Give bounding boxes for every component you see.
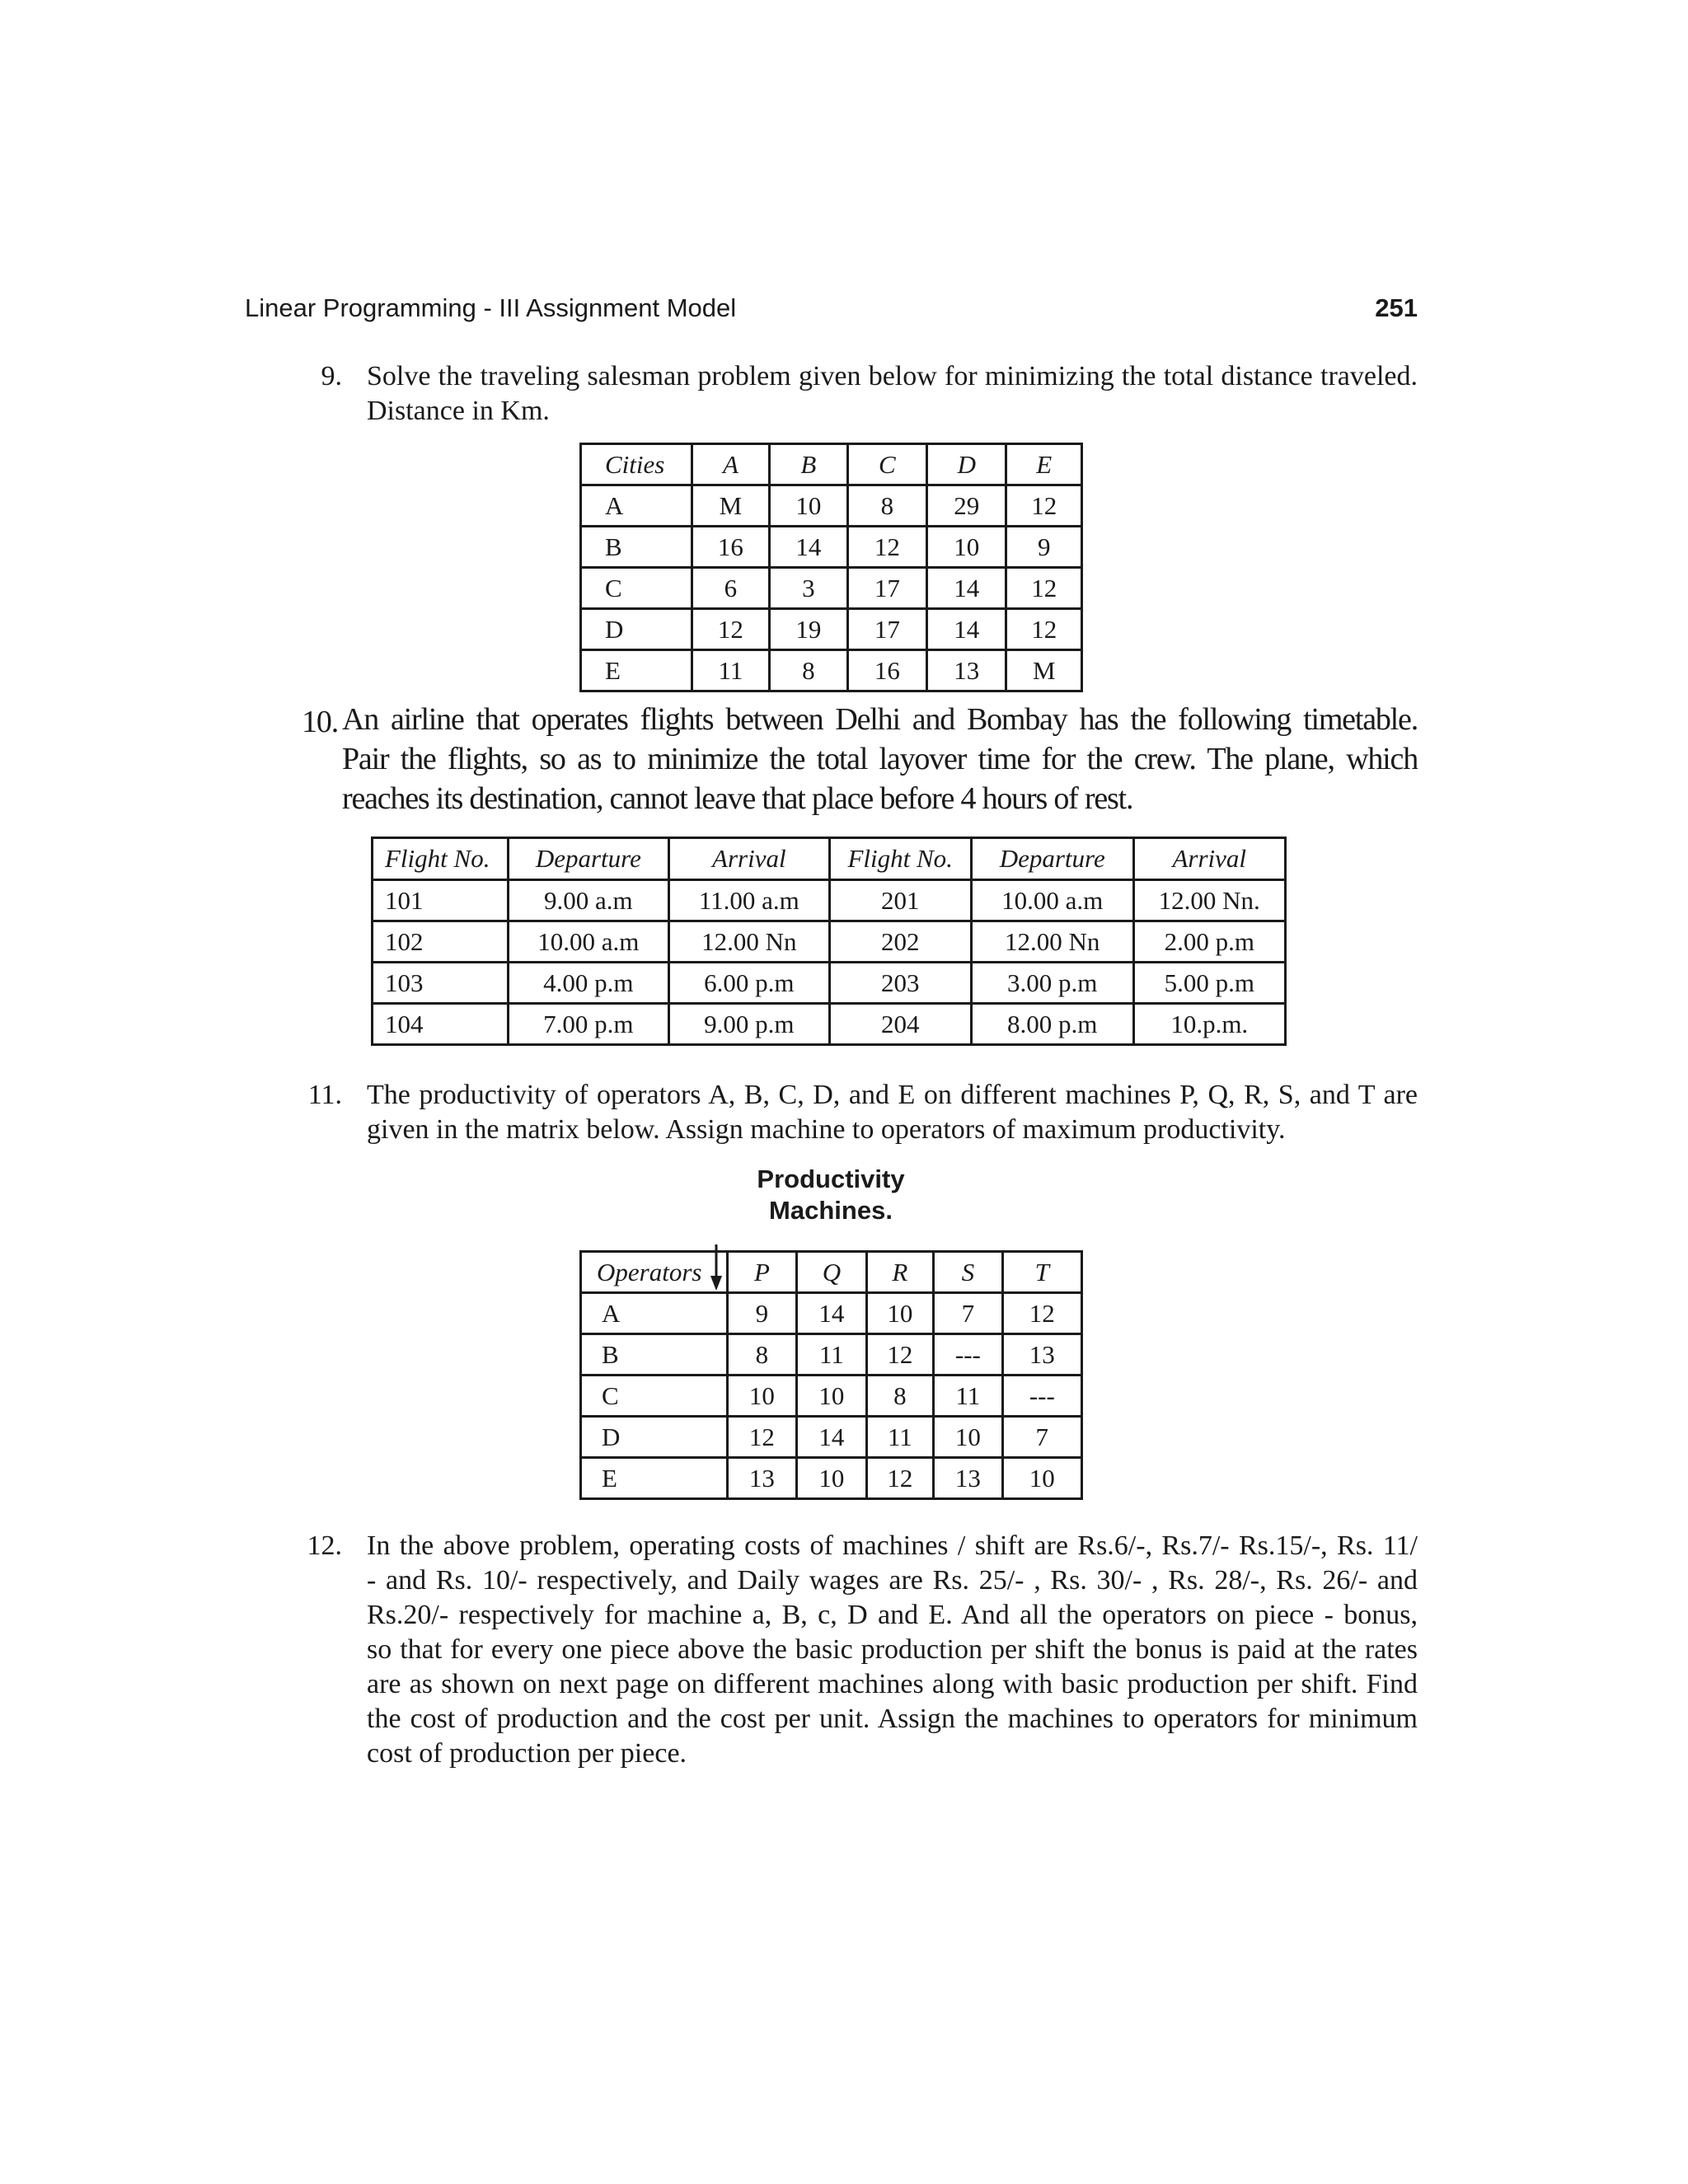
table-row: [581, 485, 1082, 527]
question-12-line-4: so that for every one piece above the basic production per shift the bonus is paid at the rates: [367, 1634, 1418, 1665]
table-cell: 102: [373, 921, 509, 963]
table-cell: 8.00 p.m: [971, 1004, 1133, 1045]
table-cell: 14: [927, 609, 1006, 650]
caption-line-2: Machines.: [769, 1196, 893, 1225]
table-cell: 7: [934, 1293, 1002, 1334]
table-cell: 10: [866, 1293, 934, 1334]
col-header: Q: [797, 1252, 866, 1293]
table-cell: 9.00 p.m: [669, 1004, 829, 1045]
row-label: A: [581, 1293, 728, 1334]
table-cell: M: [692, 485, 769, 527]
col-header-cities: Cities: [581, 444, 692, 485]
table-cell: 10: [1002, 1458, 1081, 1499]
table-cell: 202: [829, 921, 971, 963]
table-cell: 12.00 Nn: [669, 921, 829, 963]
col-header-arrival: Arrival: [669, 838, 829, 880]
question-10-line-3: reaches its destination, cannot leave that place before 4 hours of rest.: [342, 781, 1133, 816]
col-header: R: [866, 1252, 934, 1293]
table-row: [581, 1458, 1082, 1499]
row-label: E: [581, 650, 692, 691]
table-cell: 13: [1002, 1334, 1081, 1376]
table-cell: 13: [727, 1458, 796, 1499]
table-cell: 103: [373, 963, 509, 1004]
question-9-line-1: Solve the traveling salesman problem given below for minimizing the total distance traveled.: [367, 361, 1418, 391]
table-cell: ---: [934, 1334, 1002, 1376]
question-12-text: [367, 1529, 1418, 1771]
table-cell: 17: [847, 609, 926, 650]
col-header: A: [692, 444, 769, 485]
table-cell: 101: [373, 880, 509, 921]
row-label: A: [581, 485, 692, 527]
table-cell: ---: [1002, 1376, 1081, 1417]
table-cell: 10: [927, 527, 1006, 568]
row-label: B: [581, 527, 692, 568]
table-cell: 12.00 Nn: [971, 921, 1133, 963]
table-cell: 16: [847, 650, 926, 691]
col-header: S: [934, 1252, 1002, 1293]
table-cell: 13: [934, 1458, 1002, 1499]
question-11-line-1: The productivity of operators A, B, C, D, and E on different machines P, Q, R, S, and T are: [367, 1080, 1418, 1110]
question-12-line-1: In the above problem, operating costs of machines / shift are Rs.6/-, Rs.7/- Rs.15/-, Rs. 11/: [367, 1530, 1418, 1561]
table-cell: 6: [692, 568, 769, 609]
table-cell: 17: [847, 568, 926, 609]
table-cell: 11.00 a.m: [669, 880, 829, 921]
table-cell: 14: [927, 568, 1006, 609]
col-header-arrival: Arrival: [1133, 838, 1286, 880]
question-11-number: 11.: [307, 1080, 342, 1110]
table-cell: 6.00 p.m: [669, 963, 829, 1004]
col-header: E: [1006, 444, 1082, 485]
table-cell: 10: [797, 1376, 866, 1417]
table-row: [581, 527, 1082, 568]
table-cell: 104: [373, 1004, 509, 1045]
table-cell: 14: [797, 1417, 866, 1458]
table-cell: 4.00 p.m: [508, 963, 669, 1004]
col-header-flight-no: Flight No.: [373, 838, 509, 880]
table-cell: 3: [770, 568, 847, 609]
col-header: T: [1002, 1252, 1081, 1293]
running-header-title: Linear Programming - III Assignment Model: [245, 293, 737, 322]
question-11-line-2: given in the matrix below. Assign machine to operators of maximum productivity.: [367, 1114, 1286, 1145]
question-9-line-2: Distance in Km.: [367, 396, 550, 426]
row-label: D: [581, 1417, 728, 1458]
table-cell: 12.00 Nn.: [1133, 880, 1286, 921]
table-cell: 8: [847, 485, 926, 527]
question-10-text: [342, 702, 1418, 821]
question-10-number: 10.: [302, 705, 338, 739]
table-row: [581, 1376, 1082, 1417]
flight-timetable: [371, 837, 1287, 1046]
col-header-departure: Departure: [508, 838, 669, 880]
row-label: C: [581, 1376, 728, 1417]
table-cell: 201: [829, 880, 971, 921]
table-cell: 12: [866, 1458, 934, 1499]
table-cell: 11: [797, 1334, 866, 1376]
table-cell: 9.00 a.m: [508, 880, 669, 921]
table-cell: 5.00 p.m: [1133, 963, 1286, 1004]
table-cell: 10: [934, 1417, 1002, 1458]
page-number: 251: [1375, 293, 1418, 322]
question-11-text: [367, 1078, 1418, 1147]
table-cell: 10: [797, 1458, 866, 1499]
table-cell: 11: [866, 1417, 934, 1458]
table-cell: 8: [770, 650, 847, 691]
table-cell: M: [1006, 650, 1082, 691]
table-cell: 12: [692, 609, 769, 650]
table-row: [581, 1293, 1082, 1334]
col-header-flight-no: Flight No.: [829, 838, 971, 880]
table-cell: 9: [727, 1293, 796, 1334]
question-9-number: 9.: [321, 361, 342, 391]
table-cell: 11: [692, 650, 769, 691]
row-label: D: [581, 609, 692, 650]
down-arrow-icon: [708, 1244, 724, 1292]
table-cell: 9: [1006, 527, 1082, 568]
table-cell: 12: [1002, 1293, 1081, 1334]
question-12-number: 12.: [307, 1530, 342, 1561]
question-9-text: [367, 359, 1418, 429]
table-cell: 10.00 a.m: [971, 880, 1133, 921]
table-cell: 7.00 p.m: [508, 1004, 669, 1045]
table-cell: 3.00 p.m: [971, 963, 1133, 1004]
table-row: [373, 1004, 1286, 1045]
table-cell: 12: [1006, 609, 1082, 650]
table-cell: 12: [1006, 485, 1082, 527]
table-cell: 14: [770, 527, 847, 568]
row-label: B: [581, 1334, 728, 1376]
table-cell: 7: [1002, 1417, 1081, 1458]
row-label: C: [581, 568, 692, 609]
table-cell: 10: [770, 485, 847, 527]
caption-line-1: Productivity: [757, 1165, 905, 1193]
table-cell: 12: [727, 1417, 796, 1458]
table-cell: 10.p.m.: [1133, 1004, 1286, 1045]
table-row: [581, 609, 1082, 650]
table-cell: 204: [829, 1004, 971, 1045]
table-cell: 16: [692, 527, 769, 568]
col-header-departure: Departure: [971, 838, 1133, 880]
table-row: [373, 880, 1286, 921]
row-label: E: [581, 1458, 728, 1499]
distance-table: [579, 443, 1083, 692]
table-cell: 11: [934, 1376, 1002, 1417]
table-cell: 13: [927, 650, 1006, 691]
col-header: P: [727, 1252, 796, 1293]
question-12-line-7: cost of production per piece.: [367, 1738, 687, 1769]
table-cell: 2.00 p.m: [1133, 921, 1286, 963]
question-10-line-1: An airline that operates flights between Delhi and Bombay has the following timetable.: [342, 702, 1418, 737]
table-cell: 203: [829, 963, 971, 1004]
table-cell: 10.00 a.m: [508, 921, 669, 963]
col-header-operators: [581, 1252, 728, 1293]
table-cell: 12: [866, 1334, 934, 1376]
table-cell: 19: [770, 609, 847, 650]
table-cell: 12: [1006, 568, 1082, 609]
productivity-caption: [666, 1164, 996, 1226]
table-cell: 8: [866, 1376, 934, 1417]
question-12-line-6: the cost of production and the cost per unit. Assign the machines to operators for minimum: [367, 1704, 1418, 1734]
question-12-line-5: are as shown on next page on different machines along with basic production per shift. Find: [367, 1669, 1418, 1699]
operators-label: Operators: [597, 1257, 702, 1286]
question-12-line-2: - and Rs. 10/- respectively, and Daily wages are Rs. 25/- , Rs. 30/- , Rs. 28/-, Rs. 26/- and: [367, 1565, 1418, 1596]
table-row: [581, 568, 1082, 609]
table-cell: 14: [797, 1293, 866, 1334]
productivity-table: [579, 1250, 1083, 1500]
table-cell: 8: [727, 1334, 796, 1376]
col-header: B: [770, 444, 847, 485]
question-12-line-3: Rs.20/- respectively for machine a, B, c, D and E. And all the operators on piece - bonus,: [367, 1600, 1418, 1630]
table-cell: 10: [727, 1376, 796, 1417]
table-row: [581, 1417, 1082, 1458]
table-row: [581, 1334, 1082, 1376]
table-cell: 12: [847, 527, 926, 568]
question-10-line-2: Pair the flights, so as to minimize the total layover time for the crew. The plane, which: [342, 742, 1418, 776]
col-header: D: [927, 444, 1006, 485]
table-row: [581, 650, 1082, 691]
table-cell: 29: [927, 485, 1006, 527]
col-header: C: [847, 444, 926, 485]
table-row: [373, 963, 1286, 1004]
table-row: [373, 921, 1286, 963]
